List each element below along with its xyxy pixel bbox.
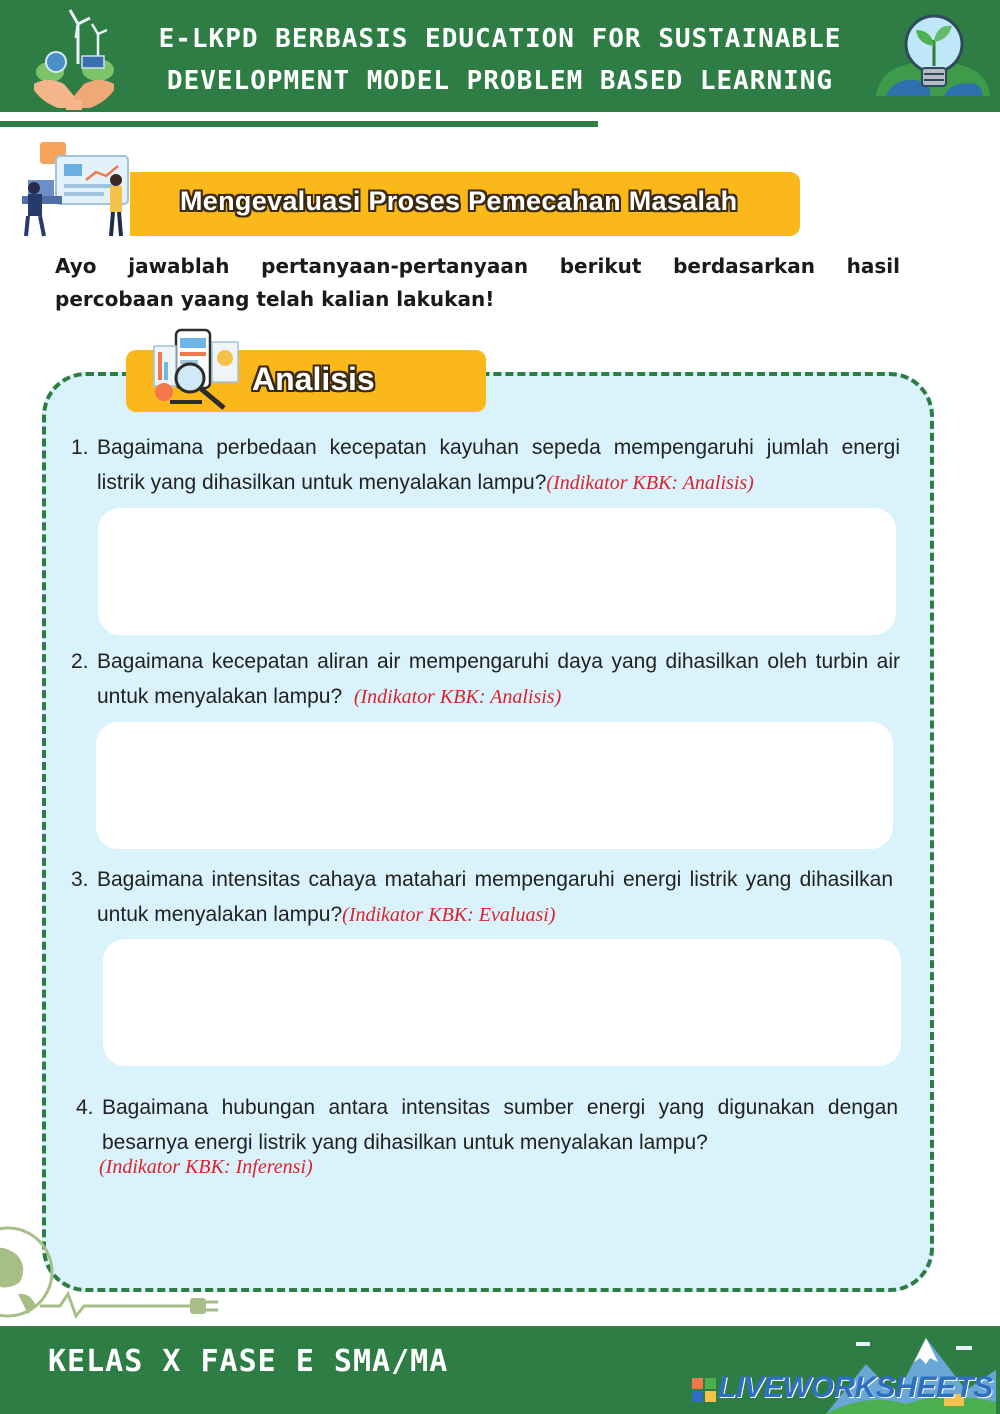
indicator-label: (Indikator KBK: Evaluasi) bbox=[342, 904, 556, 926]
question-1 bbox=[71, 430, 900, 501]
answer-field-1[interactable] bbox=[98, 508, 896, 635]
answer-field-3[interactable] bbox=[103, 939, 901, 1066]
question-2 bbox=[71, 644, 900, 715]
question-number: 1. bbox=[71, 436, 89, 459]
indicator-label: (Indikator KBK: Analisis) bbox=[546, 472, 754, 494]
header-title-line2: DEVELOPMENT MODEL PROBLEM BASED LEARNING bbox=[166, 66, 834, 96]
header-title-line1: E-LKPD BERBASIS EDUCATION FOR SUSTAINABLE bbox=[158, 24, 842, 54]
question-text: Bagaimana kecepatan aliran air mempengaruhi daya yang dihasilkan oleh turbin air untuk menyalakan lampu? bbox=[97, 650, 900, 708]
renewable-energy-hands-icon bbox=[28, 6, 120, 110]
question-number: 3. bbox=[71, 868, 89, 891]
question-text: Bagaimana perbedaan kecepatan kayuhan sepeda mempengaruhi jumlah energi listrik yang dihasilkan untuk menyalakan lampu? bbox=[97, 436, 900, 494]
header-title bbox=[120, 18, 880, 102]
answer-field-2[interactable] bbox=[96, 722, 893, 849]
question-4 bbox=[76, 1090, 898, 1160]
footer-class-label: KELAS X FASE E SMA/MA bbox=[48, 1344, 449, 1379]
lightbulb-plant-icon bbox=[872, 10, 994, 110]
question-text: Bagaimana hubungan antara intensitas sumber energi yang digunakan dengan besarnya energi listrik yang dihasilkan untuk menyalakan lampu? bbox=[102, 1096, 898, 1154]
question-3 bbox=[71, 862, 893, 933]
header-underline bbox=[0, 121, 598, 127]
indicator-label-4: (Indikator KBK: Inferensi) bbox=[99, 1156, 313, 1178]
section-title: Mengevaluasi Proses Pemecahan Masalah bbox=[180, 186, 738, 216]
analytics-magnifier-icon bbox=[150, 328, 242, 412]
question-number: 2. bbox=[71, 650, 89, 673]
analysis-title: Analisis bbox=[252, 361, 375, 397]
instruction-text: Ayo jawablah pertanyaan-pertanyaan berikut berdasarkan hasil percobaan yaang telah kalian lakukan! bbox=[55, 254, 900, 311]
header-separator bbox=[0, 112, 1000, 116]
question-text: Bagaimana intensitas cahaya matahari mempengaruhi energi listrik yang dihasilkan untuk menyalakan lampu? bbox=[97, 868, 893, 926]
globe-plug-icon bbox=[0, 1222, 222, 1326]
liveworksheets-logo-icon bbox=[692, 1378, 716, 1402]
liveworksheets-logo[interactable]: LIVEWORKSHEETS bbox=[718, 1371, 993, 1404]
indicator-label: (Indikator KBK: Analisis) bbox=[353, 686, 562, 708]
question-number: 4. bbox=[76, 1096, 94, 1119]
